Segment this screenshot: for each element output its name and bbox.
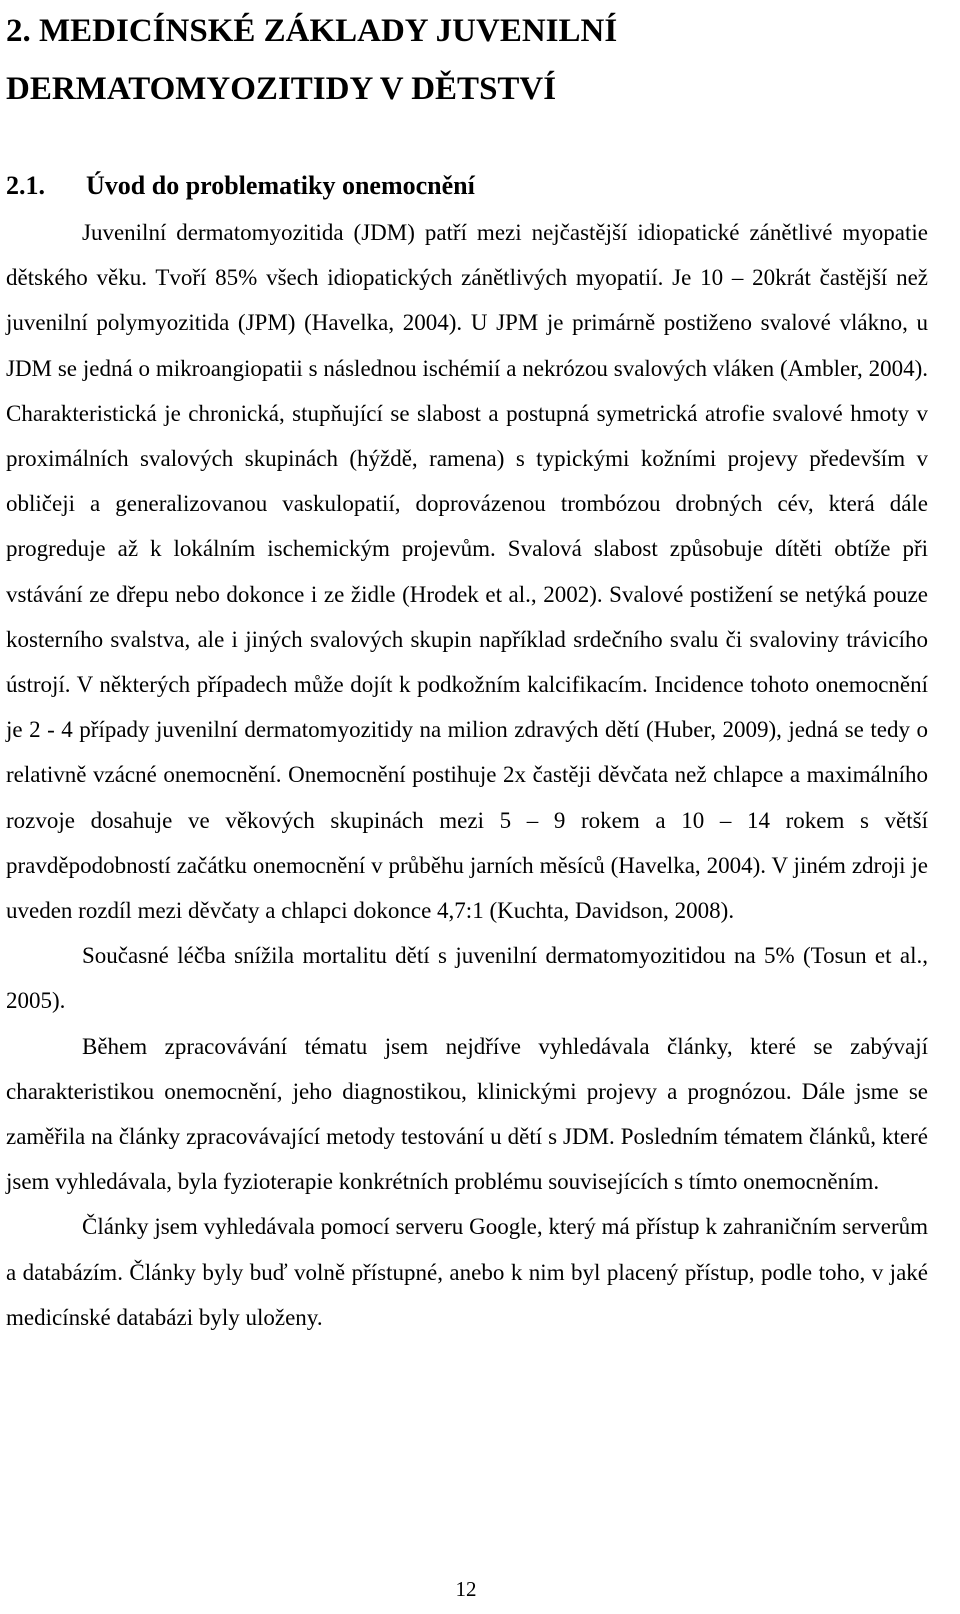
body-text — [6, 210, 928, 1340]
section-number: 2.1. — [6, 171, 45, 200]
paragraph: Během zpracovávání tématu jsem nejdříve vyhledávala články, které se zabývají charakteristikou onemocnění, jeho diagnostikou, klinickými projevy a prognózou. Dále jsme se zaměřila na články zpracovávající metody testování u dětí s JDM. Posledním tématem článků, které jsem vyhledávala, byla fyzioterapie konkrétních problému souvisejících s tímto onemocněním. — [6, 1033, 928, 1195]
paragraph: Juvenilní dermatomyozitida (JDM) patří mezi nejčastější idiopatické zánětlivé myopatie dětského věku. Tvoří 85% všech idiopatických zánětlivých myopatií. Je 10 – 20krát častější než juvenilní polymyozitida (JPM) (Havelka, 2004). U JPM je primárně postiženo svalové vlákno, u JDM se jedná o mikroangiopatii s následnou ischémií a nekrózou svalových vláken (Ambler, 2004). Charakteristická je chronická, stupňující se slabost a postupná symetrická atrofie svalové hmoty v proximálních svalových skupinách (hýždě, ramena) s typickými kožními projevy především v obličeji a generalizovanou vaskulopatií, doprovázenou trombózou drobných cév, která dále progreduje až k lokálním ischemickým projevům. Svalová slabost způsobuje dítěti obtíže při vstávání ze dřepu nebo dokonce i ze židle (Hrodek et al., 2002). Svalové postižení se netýká pouze kosterního svalstva, ale i jiných svalových skupin například srdečního svalu či svaloviny trávicího ústrojí. V některých případech může dojít k podkožním kalcifikacím. Incidence tohoto onemocnění je 2 - 4 případy juvenilní dermatomyozitidy na milion zdravých dětí (Huber, 2009), jedná se tedy o relativně vzácné onemocnění. Onemocnění postihuje 2x častěji děvčata než chlapce a maximálního rozvoje dosahuje ve věkových skupinách mezi 5 – 9 rokem a 10 – 14 rokem s větší pravděpodobností začátku onemocnění v průběhu jarních měsíců (Havelka, 2004). V jiném zdroji je uveden rozdíl mezi děvčaty a chlapci dokonce 4,7:1 (Kuchta, Davidson, 2008). — [6, 220, 928, 924]
section-heading — [6, 167, 928, 205]
paragraph: Současné léčba snížila mortalitu dětí s juvenilní dermatomyozitidou na 5% (Tosun et al., 2005). — [6, 943, 928, 1014]
paragraph: Články jsem vyhledávala pomocí serveru Google, který má přístup k zahraničním serverům a databázím. Články byly buď volně přístupné, anebo k nim byl placený přístup, podle toho, v jaké medicínské databázi byly uloženy. — [6, 1214, 928, 1330]
chapter-title: 2. MEDICÍNSKÉ ZÁKLADY JUVENILNÍ DERMATOMYOZITIDY V DĚTSTVÍ — [6, 13, 618, 107]
section-title: Úvod do problematiky onemocnění — [86, 171, 475, 200]
page-number: 12 — [455, 1577, 477, 1601]
